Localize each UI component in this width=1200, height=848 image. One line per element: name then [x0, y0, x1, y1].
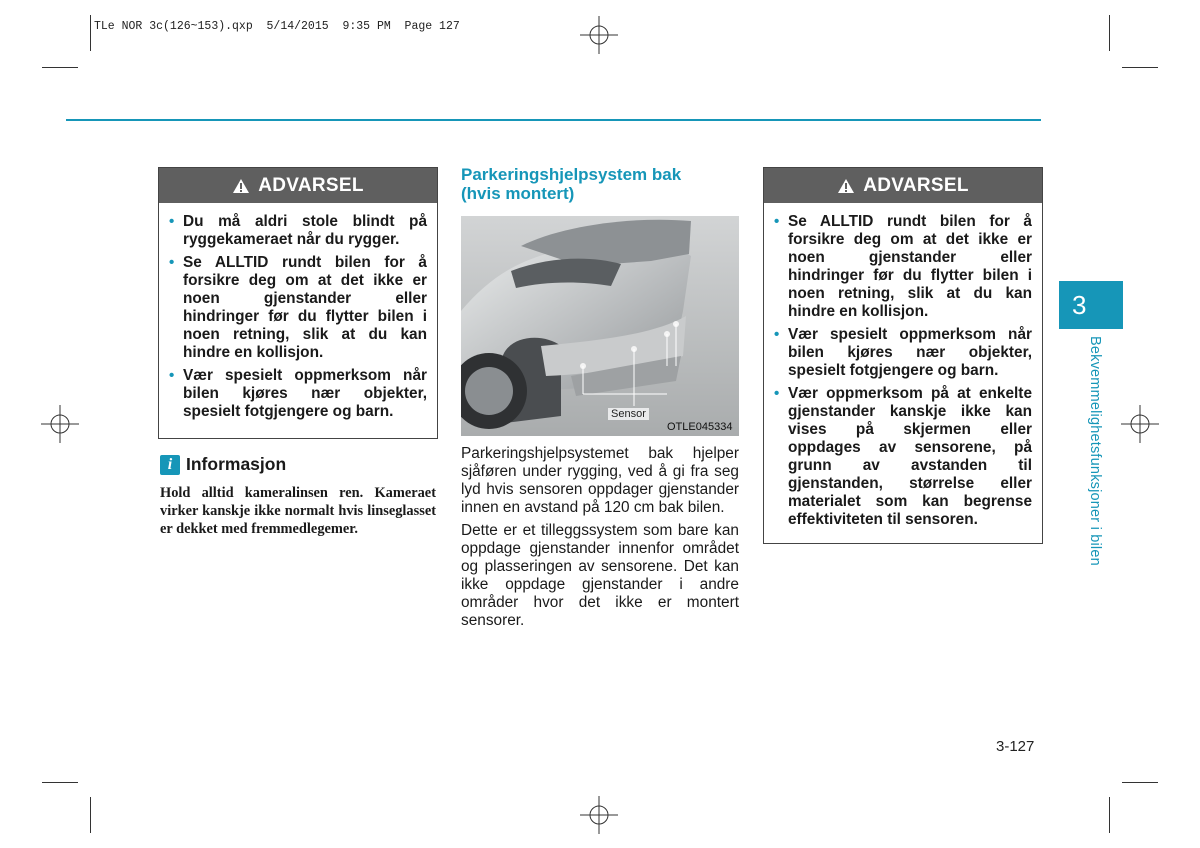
- warning-item: • Du må aldri stole blindt på ryggekameraet når du rygger.: [169, 213, 427, 248]
- chapter-tab: 3: [1059, 281, 1123, 329]
- image-code: OTLE045334: [667, 421, 733, 433]
- crop-mark: [90, 797, 91, 833]
- bullet-icon: •: [774, 326, 780, 343]
- bullet-icon: •: [169, 213, 175, 230]
- info-heading: [160, 454, 436, 475]
- crop-mark: [1109, 797, 1110, 833]
- warning-item: • Se ALLTID rundt bilen for å forsikre deg om at det ikke er noen gjenstander eller hindringer før du flytter bilen i noen retning, slik at du kan hindre en kollisjon.: [169, 254, 427, 361]
- warning-title: ADVARSEL: [258, 174, 364, 196]
- warning-list: [159, 203, 437, 421]
- bullet-icon: •: [169, 367, 175, 384]
- warning-triangle-icon: [232, 178, 250, 194]
- info-title: Informasjon: [186, 454, 287, 474]
- bullet-icon: •: [169, 254, 175, 271]
- chapter-label: Bekvemmelighetsfunksjoner i bilen: [1087, 336, 1103, 566]
- paragraph: Dette er et tilleggssystem som bare kan oppdage gjenstander innenfor området og plasseringen av sensorene. Det kan ikke oppdage gjenstander i andre områder hvor det ikke er montert sensorer.: [461, 522, 739, 629]
- info-block: [160, 454, 436, 538]
- print-slug: TLe NOR 3c(126~153).qxp 5/14/2015 9:35 PM Page 127: [94, 20, 460, 33]
- crop-mark: [42, 782, 78, 783]
- registration-mark-icon: [580, 796, 618, 834]
- section-title: Parkeringshjelpsystem bak (hvis montert): [461, 165, 682, 203]
- crop-mark: [1122, 67, 1158, 68]
- registration-mark-icon: [1121, 405, 1159, 443]
- car-rear-image: [461, 216, 739, 436]
- warning-box-left: [158, 167, 438, 439]
- rear-bumper-illustration: [461, 216, 739, 436]
- header-rule: [66, 119, 1041, 121]
- section-body: [461, 445, 739, 635]
- paragraph: Parkeringshjelpsystemet bak hjelper sjåføren under rygging, ved å gi fra seg lyd hvis sensoren oppdager gjenstander innen en avstand på 120 cm bak bilen.: [461, 445, 739, 516]
- info-icon: i: [160, 455, 180, 475]
- crop-mark: [42, 67, 78, 68]
- warning-item: • Vær spesielt oppmerksom når bilen kjøres nær objekter, spesielt fotgjengere og barn.: [774, 326, 1032, 379]
- warning-header: [764, 168, 1042, 203]
- warning-item: • Se ALLTID rundt bilen for å forsikre deg om at det ikke er noen gjenstander eller hindringer før du flytter bilen i noen retning, slik at du kan hindre en kollisjon.: [774, 213, 1032, 320]
- crop-mark: [90, 15, 91, 51]
- info-text: Hold alltid kameralinsen ren. Kameraet virker kanskje ikke normalt hvis linseglasset er dekket med fremmedlegemer.: [160, 485, 436, 537]
- warning-title: ADVARSEL: [863, 174, 969, 196]
- crop-mark: [1109, 15, 1110, 51]
- warning-header: [159, 168, 437, 203]
- warning-list: [764, 203, 1042, 529]
- sensor-label: Sensor: [608, 408, 649, 420]
- page-number: 3-127: [996, 738, 1035, 755]
- bullet-icon: •: [774, 213, 780, 230]
- bullet-icon: •: [774, 385, 780, 402]
- warning-item: • Vær spesielt oppmerksom når bilen kjøres nær objekter, spesielt fotgjengere og barn.: [169, 367, 427, 420]
- warning-item: • Vær oppmerksom på at enkelte gjenstander kanskje ikke kan vises på skjermen eller oppdages av sensorene, på grunn av avstanden til gjenstanden, størrelse eller materialet som kan begrense effektiviteten til sensoren.: [774, 385, 1032, 528]
- warning-triangle-icon: [837, 178, 855, 194]
- crop-mark: [1122, 782, 1158, 783]
- registration-mark-icon: [41, 405, 79, 443]
- warning-box-right: [763, 167, 1043, 544]
- registration-mark-icon: [580, 16, 618, 54]
